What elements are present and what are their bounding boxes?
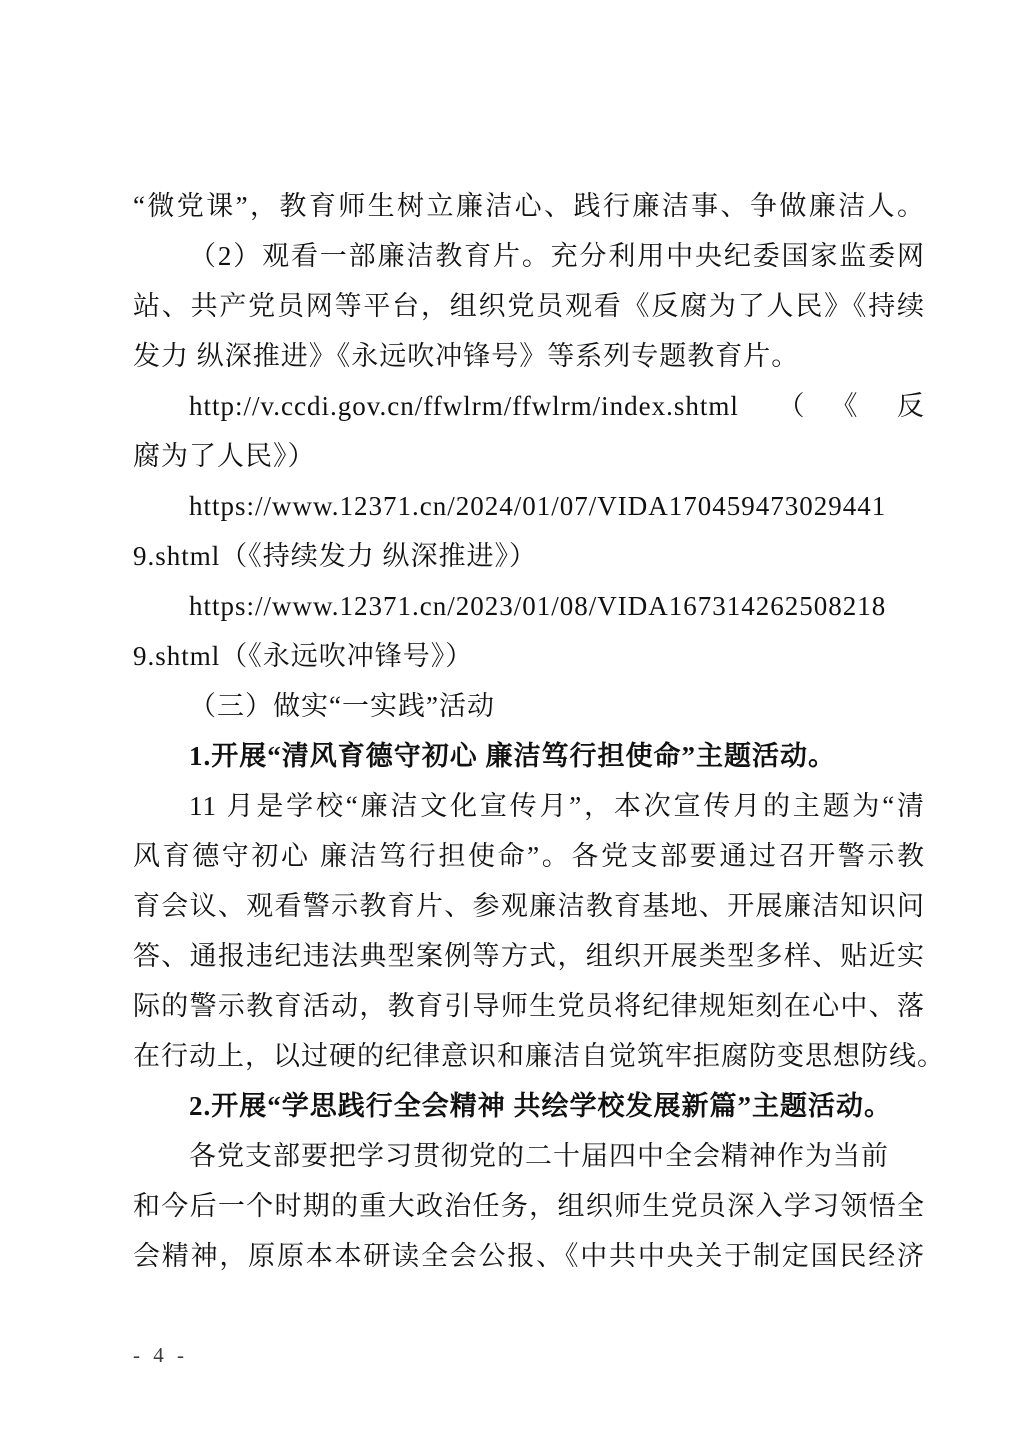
text-line: 腐为了人民》） bbox=[133, 441, 316, 471]
text-line: http://v.ccdi.gov.cn/ffwlrm/ffwlrm/index.shtml（《反 bbox=[189, 391, 925, 421]
text-line: （2）观看一部廉洁教育片。充分利用中央纪委国家监委网 bbox=[189, 241, 925, 271]
text-line: https://www.12371.cn/2023/01/08/VIDA167314262508218 bbox=[189, 591, 887, 621]
text-line: 1.开展“清风育德守初心 廉洁笃行担使命”主题活动。 bbox=[189, 741, 836, 771]
text-line: 2.开展“学思践行全会精神 共绘学校发展新篇”主题活动。 bbox=[189, 1091, 892, 1121]
text-line: 9.shtml（《永远吹冲锋号》） bbox=[133, 641, 474, 671]
text-line: 11 月是学校“廉洁文化宣传月”，本次宣传月的主题为“清 bbox=[189, 791, 925, 821]
page-content bbox=[133, 181, 945, 1281]
text-line: （三）做实“一实践”活动 bbox=[189, 691, 495, 721]
text-line: 和今后一个时期的重大政治任务，组织师生党员深入学习领悟全 bbox=[133, 1191, 925, 1221]
text-line: 答、通报违纪违法典型案例等方式，组织开展类型多样、贴近实 bbox=[133, 941, 925, 971]
text-line: 会精神，原原本本研读全会公报、《中共中央关于制定国民经济 bbox=[133, 1241, 925, 1271]
text-line: 站、共产党员网等平台，组织党员观看《反腐为了人民》《持续 bbox=[133, 291, 925, 321]
text-line: 育会议、观看警示教育片、参观廉洁教育基地、开展廉洁知识问 bbox=[133, 891, 925, 921]
text-line: 各党支部要把学习贯彻党的二十届四中全会精神作为当前 bbox=[189, 1141, 889, 1171]
text-line: “微党课”，教育师生树立廉洁心、践行廉洁事、争做廉洁人。 bbox=[133, 191, 925, 221]
text-line: 际的警示教育活动，教育引导师生党员将纪律规矩刻在心中、落 bbox=[133, 991, 925, 1021]
text-line: 在行动上，以过硬的纪律意识和廉洁自觉筑牢拒腐防变思想防线。 bbox=[133, 1041, 945, 1071]
page-number: - 4 - bbox=[133, 1343, 188, 1367]
text-line: 9.shtml（《持续发力 纵深推进》） bbox=[133, 541, 538, 571]
text-line: 风育德守初心 廉洁笃行担使命”。各党支部要通过召开警示教 bbox=[133, 841, 925, 871]
text-line: 发力 纵深推进》《永远吹冲锋号》等系列专题教育片。 bbox=[133, 341, 800, 371]
text-line: https://www.12371.cn/2024/01/07/VIDA170459473029441 bbox=[189, 491, 887, 521]
